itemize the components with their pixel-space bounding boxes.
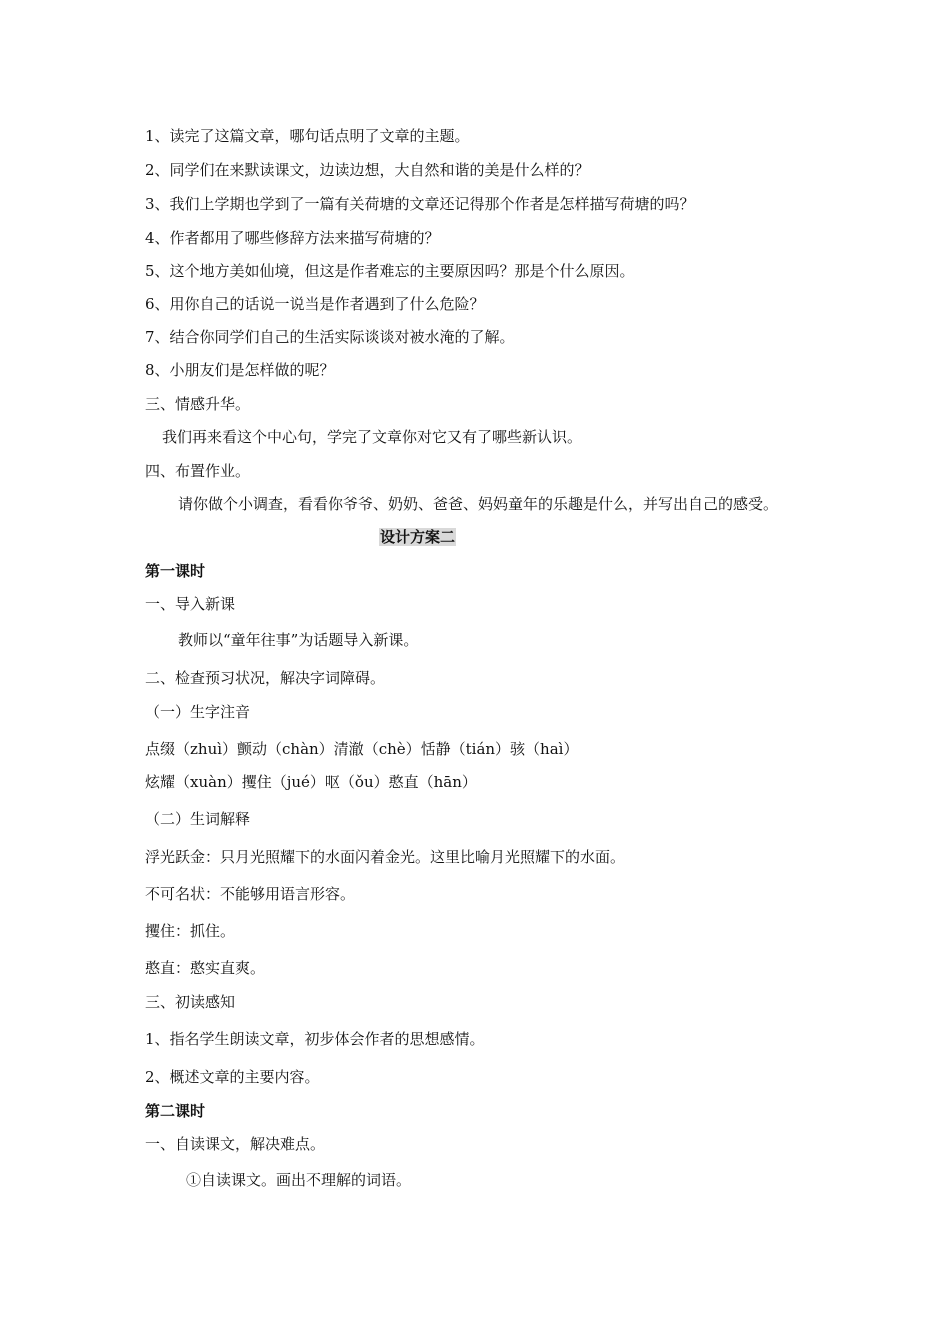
question-2: 2、同学们在来默读课文，边读边想，大自然和谐的美是什么样的？: [145, 161, 590, 179]
vocab-heading: （二）生词解释: [145, 810, 251, 828]
pinyin-line-2: 炫耀（xuàn）攫住（jué）呕（ǒu）憨直（hān）: [145, 773, 477, 791]
section-heading-homework: 四、布置作业。: [145, 462, 251, 480]
plan-title-text: 设计方案二: [380, 528, 456, 546]
intro-heading: 一、导入新课: [145, 595, 236, 613]
question-5: 5、这个地方美如仙境，但这是作者难忘的主要原因吗？那是个什么原因。: [145, 262, 635, 280]
question-1: 1、读完了这篇文章，哪句话点明了文章的主题。: [145, 127, 470, 145]
self-read-heading: 一、自读课文，解决难点。: [145, 1135, 326, 1153]
question-6: 6、用你自己的话说一说当是作者遇到了什么危险？: [145, 295, 485, 313]
plan-title: [379, 526, 456, 548]
question-3: 3、我们上学期也学到了一篇有关荷塘的文章还记得那个作者是怎样描写荷塘的吗？: [145, 195, 695, 213]
first-reading-heading: 三、初读感知: [145, 993, 236, 1011]
lesson-2-title: 第二课时: [145, 1102, 206, 1120]
first-reading-item: 1、指名学生朗读文章，初步体会作者的思想感情。: [145, 1030, 485, 1048]
vocab-item: 浮光跃金：只月光照耀下的水面闪着金光。这里比喻月光照耀下的水面。: [145, 848, 626, 866]
self-read-step-1: ①自读课文。画出不理解的词语。: [186, 1171, 412, 1189]
preview-heading: 二、检查预习状况，解决字词障碍。: [145, 669, 386, 687]
vocab-item: 憨直：憨实直爽。: [145, 959, 266, 977]
section-heading-emotion: 三、情感升华。: [145, 395, 251, 413]
question-7: 7、结合你同学们自己的生活实际谈谈对被水淹的了解。: [145, 328, 515, 346]
lesson-1-title: 第一课时: [145, 562, 206, 580]
pinyin-heading: （一）生字注音: [145, 703, 251, 721]
intro-text: 教师以“童年往事”为话题导入新课。: [178, 631, 419, 649]
section-text-homework: 请你做个小调查，看看你爷爷、奶奶、爸爸、妈妈童年的乐趣是什么，并写出自己的感受。: [178, 495, 779, 513]
vocab-item: 攫住：抓住。: [145, 922, 236, 940]
vocab-item: 不可名状：不能够用语言形容。: [145, 885, 356, 903]
question-8: 8、小朋友们是怎样做的呢？: [145, 361, 335, 379]
pinyin-line-1: 点缀（zhuì）颤动（chàn）清澈（chè）恬静（tián）骇（haì）: [145, 740, 579, 758]
question-4: 4、作者都用了哪些修辞方法来描写荷塘的？: [145, 229, 440, 247]
first-reading-item: 2、概述文章的主要内容。: [145, 1068, 320, 1086]
section-text-emotion: 我们再来看这个中心句，学完了文章你对它又有了哪些新认识。: [162, 428, 583, 446]
